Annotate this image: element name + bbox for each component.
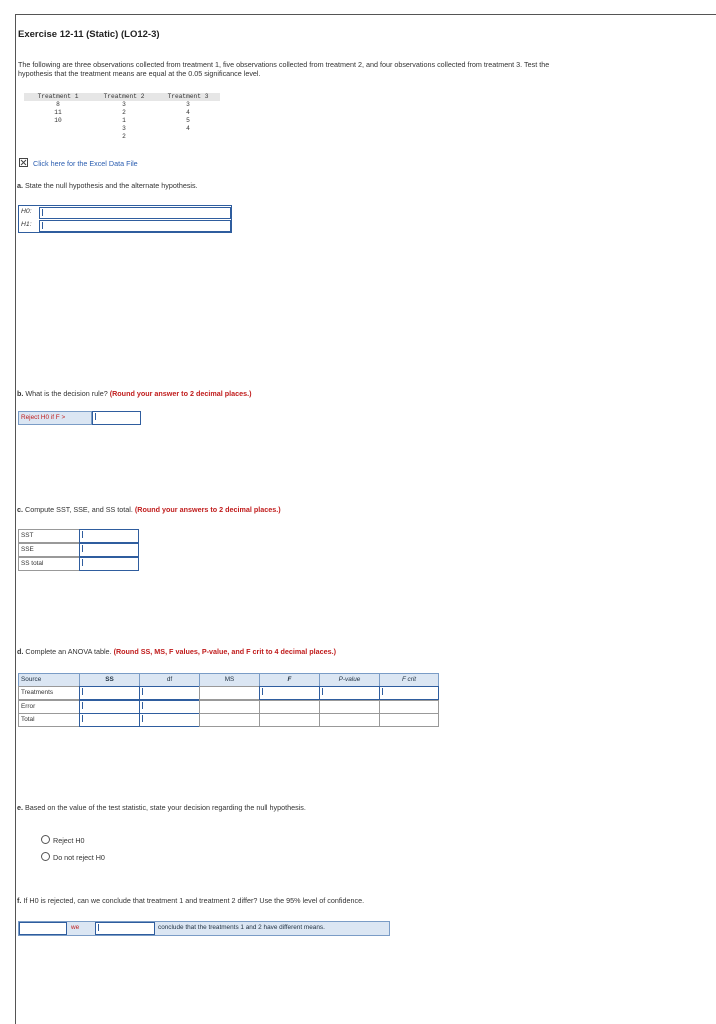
part-f-label: f. xyxy=(17,896,22,905)
anova-col-f: F xyxy=(259,673,320,687)
part-e-text: Based on the value of the test statistic, state your decision regarding the null hypothesis. xyxy=(25,803,306,812)
column-header: Treatment 3 xyxy=(156,93,220,101)
total-df-input[interactable] xyxy=(139,713,200,727)
anova-col-pvalue: P-value xyxy=(319,673,380,687)
error-ms-cell xyxy=(199,700,260,714)
part-a-text: State the null hypothesis and the alternate hypothesis. xyxy=(25,181,198,190)
column-header: Treatment 1 xyxy=(24,93,92,101)
part-d-label: d. xyxy=(17,647,24,656)
part-a-label: a. xyxy=(17,181,23,190)
table-cell xyxy=(24,125,92,133)
part-c-instruction: (Round your answers to 2 decimal places.) xyxy=(134,505,281,514)
part-e-label: e. xyxy=(17,803,23,812)
reject-option-label: Reject H0 xyxy=(53,836,85,845)
error-pvalue-cell xyxy=(319,700,380,714)
column-header: Treatment 2 xyxy=(92,93,156,101)
sse-input[interactable] xyxy=(79,543,139,557)
error-ss-input[interactable] xyxy=(79,700,140,714)
error-df-input[interactable] xyxy=(139,700,200,714)
ss-total-input[interactable] xyxy=(79,557,139,571)
total-ss-input[interactable] xyxy=(79,713,140,727)
part-c-question xyxy=(17,505,281,514)
table-row xyxy=(24,101,220,109)
error-fcrit-cell xyxy=(379,700,439,714)
do-not-reject-option[interactable] xyxy=(41,852,105,862)
part-b-instruction: (Round your answer to 2 decimal places.) xyxy=(109,389,252,398)
table-cell: 3 xyxy=(122,125,126,132)
part-f-text: If H0 is rejected, can we conclude that treatment 1 and treatment 2 differ? Use the 95% level of confidence. xyxy=(23,896,365,905)
total-pvalue-cell xyxy=(319,713,380,727)
part-e-question xyxy=(17,803,306,812)
h1-label: H1: xyxy=(21,221,32,228)
part-c-label: c. xyxy=(17,505,23,514)
table-cell: 11 xyxy=(54,109,62,116)
table-cell: 8 xyxy=(56,101,60,108)
excel-file-icon xyxy=(19,158,28,167)
error-f-cell xyxy=(259,700,320,714)
table-row xyxy=(24,109,220,117)
part-f-question xyxy=(17,896,364,905)
excel-link-text[interactable]: Click here for the Excel Data File xyxy=(33,159,138,168)
do-not-reject-radio[interactable] xyxy=(41,852,50,861)
anova-col-source: Source xyxy=(18,673,80,687)
data-table xyxy=(24,93,220,141)
table-row xyxy=(24,117,220,125)
ss-total-label: SS total xyxy=(18,557,80,571)
total-ms-cell xyxy=(199,713,260,727)
treatments-f-input[interactable] xyxy=(259,686,320,700)
conclusion-dropdown[interactable] xyxy=(19,922,67,935)
problem-intro: The following are three observations collected from treatment 1, five observations collected from treatment 2, and four observations collected from treatment 3. Test the hypothesis that the treatment means are equal at the 0.05 significance level. xyxy=(18,60,550,78)
we-label: we xyxy=(71,924,80,931)
table-cell: 4 xyxy=(186,109,190,116)
reject-radio[interactable] xyxy=(41,835,50,844)
part-b-text: What is the decision rule? xyxy=(25,389,108,398)
part-d-question xyxy=(17,647,336,656)
treatments-pvalue-input[interactable] xyxy=(319,686,380,700)
h1-input[interactable] xyxy=(39,220,231,232)
excel-link[interactable] xyxy=(19,158,138,168)
anova-col-df: df xyxy=(139,673,200,687)
decision-rule-label: Reject H0 if F > xyxy=(18,411,92,425)
table-cell: 4 xyxy=(186,125,190,132)
decision-rule-input[interactable] xyxy=(92,411,141,425)
table-cell: 2 xyxy=(122,133,126,140)
table-cell: 1 xyxy=(122,117,126,124)
table-cell: 2 xyxy=(122,109,126,116)
table-cell: 3 xyxy=(186,101,190,108)
table-cell: 3 xyxy=(122,101,126,108)
anova-row-treatments: Treatments xyxy=(18,686,80,700)
anova-row-total: Total xyxy=(18,713,80,727)
sse-label: SSE xyxy=(18,543,80,557)
part-d-instruction: (Round SS, MS, F values, P-value, and F crit to 4 decimal places.) xyxy=(113,647,337,656)
part-c-text: Compute SST, SSE, and SS total. xyxy=(25,505,133,514)
conclusion-text: conclude that the treatments 1 and 2 have different means. xyxy=(158,924,325,931)
table-cell: 5 xyxy=(186,117,190,124)
conclusion-input[interactable] xyxy=(95,922,155,935)
anova-row-error: Error xyxy=(18,700,80,714)
sst-input[interactable] xyxy=(79,529,139,543)
do-not-reject-option-label: Do not reject H0 xyxy=(53,853,105,862)
table-row xyxy=(24,133,220,141)
treatments-df-input[interactable] xyxy=(139,686,200,700)
total-f-cell xyxy=(259,713,320,727)
sst-label: SST xyxy=(18,529,80,543)
h0-input[interactable] xyxy=(39,207,231,219)
table-cell xyxy=(156,133,220,141)
part-a-question xyxy=(17,181,198,190)
part-b-question xyxy=(17,389,252,398)
page-title: Exercise 12-11 (Static) (LO12-3) xyxy=(18,29,160,40)
treatments-fcrit-input[interactable] xyxy=(379,686,439,700)
table-cell xyxy=(24,133,92,141)
table-cell: 10 xyxy=(54,117,62,124)
treatments-ss-input[interactable] xyxy=(79,686,140,700)
part-d-text: Complete an ANOVA table. xyxy=(25,647,112,656)
h0-label: H0: xyxy=(21,208,32,215)
reject-option[interactable] xyxy=(41,835,85,845)
anova-col-ms: MS xyxy=(199,673,260,687)
anova-col-ss: SS xyxy=(79,673,140,687)
hypothesis-box xyxy=(18,205,232,233)
anova-col-fcrit: F crit xyxy=(379,673,439,687)
total-fcrit-cell xyxy=(379,713,439,727)
treatments-ms-cell xyxy=(199,686,260,700)
table-row xyxy=(24,125,220,133)
conclusion-row xyxy=(18,921,390,936)
part-b-label: b. xyxy=(17,389,24,398)
